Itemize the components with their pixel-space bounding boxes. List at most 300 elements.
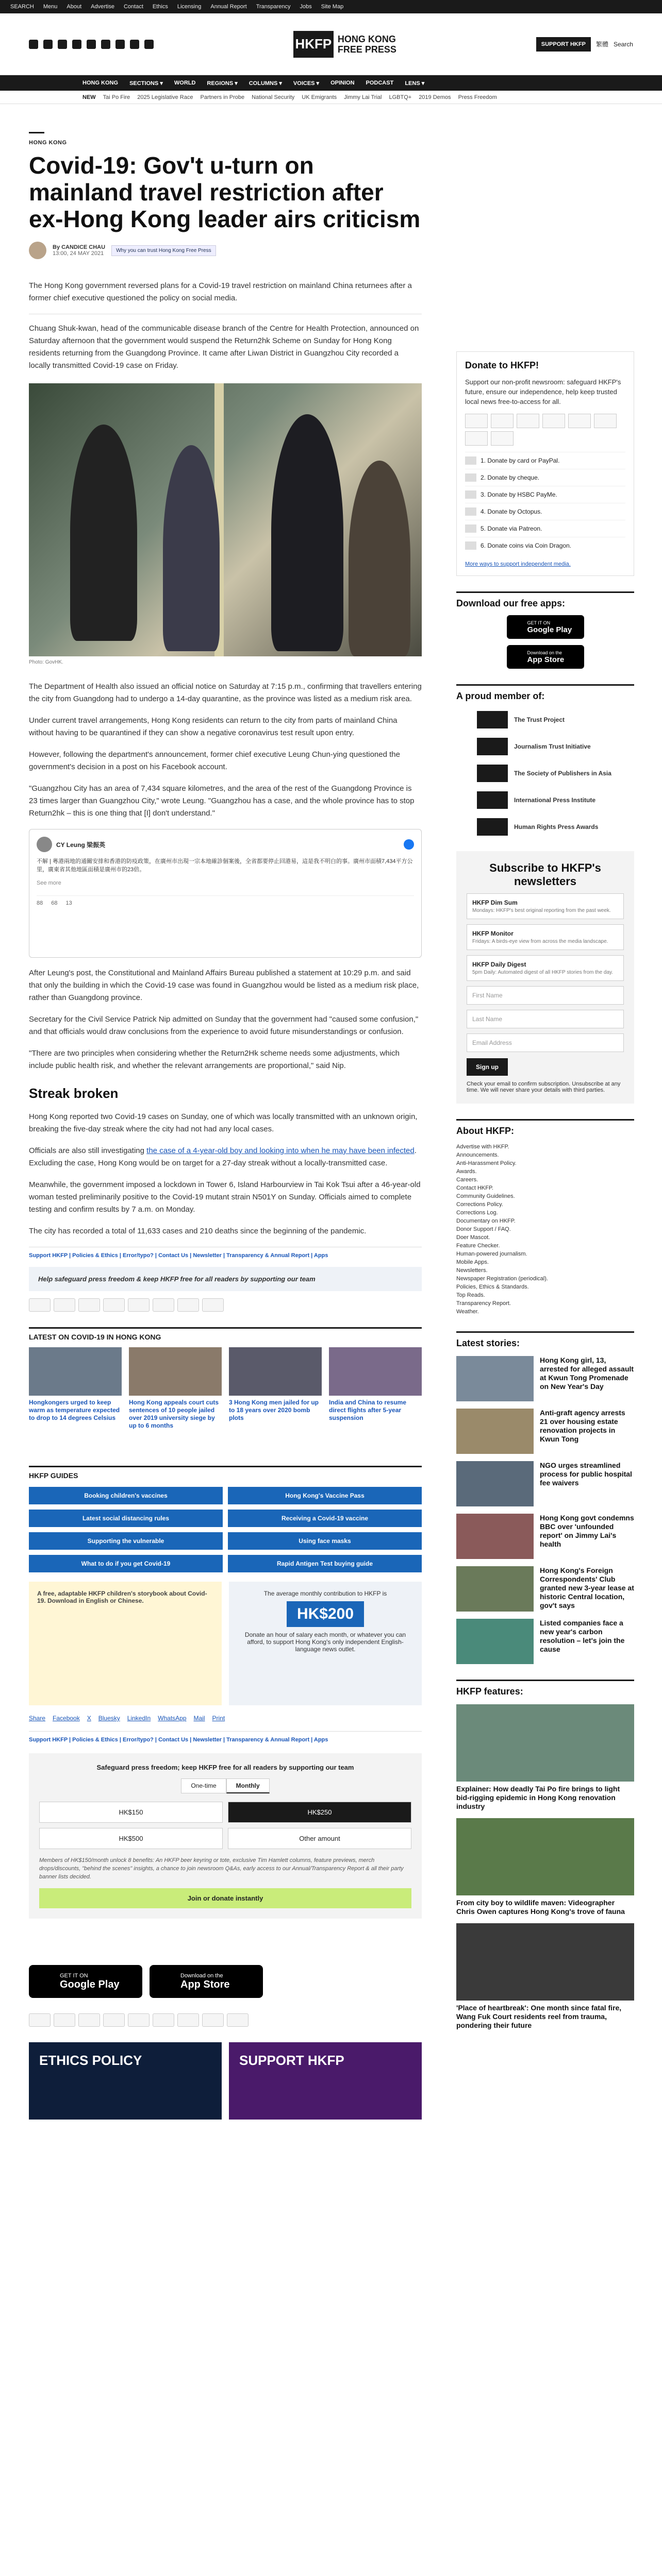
last-name-field[interactable]: Last Name — [467, 1010, 624, 1028]
card-title[interactable]: Hong Kong appeals court cuts sentences of 10 people jailed over 2019 university siege by up to 6 months — [129, 1399, 219, 1429]
youtube-icon[interactable] — [72, 40, 81, 49]
card-thumbnail — [29, 1347, 122, 1396]
share-facebook[interactable]: Facebook — [53, 1715, 80, 1722]
fb-name[interactable]: CY Leung 梁振英 — [56, 841, 106, 849]
topbar-item[interactable]: About — [67, 4, 82, 10]
logo-line: FREE PRESS — [337, 44, 396, 55]
newsletter-note: Check your email to confirm subscription. Unsubscribe at any time. We will never share your details with third parties. — [467, 1081, 621, 1093]
store-small: GET IT ON — [527, 620, 551, 625]
applepay-icon — [202, 2013, 224, 2027]
store-name: Google Play — [527, 625, 572, 634]
story-title[interactable]: Hong Kong girl, 13, arrested for alleged assault at Kwun Tong Promenade on New Year's Day — [540, 1356, 634, 1391]
payme-icon — [465, 490, 476, 499]
promo-body: Donate an hour of salary each month, or whatever you can afford, to support Hong Kong's only independent English-language news outlet. — [244, 1631, 406, 1653]
visa-icon — [54, 2013, 75, 2027]
signup-button[interactable]: Sign up — [467, 1058, 508, 1076]
story-title[interactable]: Hong Kong's Foreign Correspondents' Club granted new 3-year lease at historic Central location, gov't says — [540, 1566, 634, 1609]
about-link[interactable]: Donor Support / FAQ. — [456, 1226, 511, 1232]
member-name: International Press Institute — [514, 796, 596, 804]
member-heading: A proud member of: — [456, 684, 634, 702]
nav-item[interactable]: HONG KONG — [82, 80, 119, 86]
site-header — [0, 13, 662, 75]
x-icon[interactable] — [43, 40, 53, 49]
photo-figure — [271, 414, 343, 651]
donate-way-label: 2. Donate by cheque. — [481, 474, 540, 481]
payme-icon — [128, 1298, 150, 1312]
card-title[interactable]: Hongkongers urged to keep warm as temperature expected to drop to 14 degrees Celsius — [29, 1399, 120, 1421]
newsletter-box — [456, 851, 634, 1104]
patreon-icon — [153, 2013, 174, 2027]
latest-stories-heading: Latest stories: — [456, 1331, 634, 1349]
about-link[interactable]: Top Reads. — [456, 1292, 485, 1298]
first-name-field[interactable]: First Name — [467, 986, 624, 1005]
feature-item[interactable] — [456, 1704, 634, 1811]
subnav-item[interactable]: UK Emigrants — [302, 94, 337, 100]
share-linkedin[interactable]: LinkedIn — [127, 1715, 151, 1722]
promo-title: The average monthly contribution to HKFP is — [263, 1590, 387, 1597]
about-title: About HKFP: — [456, 1126, 514, 1136]
donate-head: Safeguard press freedom; keep HKFP free for all readers by supporting our team — [96, 1764, 354, 1771]
option-title: HKFP Dim Sum — [472, 899, 518, 906]
octopus-icon — [465, 431, 488, 446]
help-banner[interactable]: Help safeguard press freedom & keep HKFP free for all readers by supporting our team — [29, 1267, 422, 1291]
instagram-icon[interactable] — [58, 40, 67, 49]
feature-image — [456, 1818, 634, 1895]
card-title[interactable]: India and China to resume direct flights after 5-year suspension — [329, 1399, 407, 1421]
story-thumbnail — [456, 1566, 534, 1612]
about-link[interactable]: Corrections Log. — [456, 1210, 498, 1216]
story-thumbnail — [456, 1356, 534, 1401]
feature-image — [456, 1923, 634, 2001]
site-logo[interactable] — [293, 31, 396, 58]
about-box — [456, 1119, 634, 1316]
mastercard-icon — [54, 1298, 75, 1312]
article-paragraph — [29, 1145, 422, 1170]
payment-logos — [29, 2013, 422, 2027]
amex-icon — [78, 2013, 100, 2027]
article-paragraph: After Leung's post, the Constitutional and Mainland Affairs Bureau published a statement at 10:29 p.m. and said that only the building in which the Covid-19 case was found in Guangzhou would be listed as a medium risk place, rather than Guangdong province. — [29, 969, 419, 1002]
about-link[interactable]: Newspaper Registration (periodical). — [456, 1276, 548, 1282]
donate-way-label: 3. Donate by HSBC PayMe. — [481, 491, 557, 498]
feature-title[interactable]: Explainer: How deadly Tai Po fire brings to light bid-rigging epidemic in Hong Kong renovation industry — [456, 1785, 620, 1810]
jti-logo — [477, 738, 508, 755]
features-heading: HKFP features: — [456, 1680, 634, 1697]
hrpa-logo — [477, 818, 508, 836]
story-item[interactable] — [456, 1566, 634, 1612]
donate-ways — [465, 452, 625, 554]
article-paragraph: Meanwhile, the government imposed a lockdown in Tower 6, Island Harbourview in Tai Kok Tsui after a 46-year-old woman tested preliminarily positive to the Covid-19 mutant strain N501Y on Sunday. Officials aimed to complete testing and confirm results by 7 a.m. on Monday. — [29, 1180, 421, 1214]
applepay-icon — [177, 1298, 199, 1312]
donate-box — [456, 351, 634, 576]
share-mail[interactable]: Mail — [193, 1715, 205, 1722]
paypal-icon — [177, 2013, 199, 2027]
cheque-icon — [465, 473, 476, 482]
payment-logos — [465, 414, 625, 446]
subnav-item[interactable]: Jimmy Lai Trial — [344, 94, 382, 100]
sopa-logo — [477, 765, 508, 782]
photo-figure — [349, 461, 410, 656]
google-play-button[interactable] — [507, 615, 584, 639]
story-title[interactable]: Anti-graft agency arrests 21 over housing estate renovation projects in Kwun Tong — [540, 1409, 625, 1443]
card-thumbnail — [329, 1347, 422, 1396]
paypal-icon — [542, 414, 565, 428]
nav-item[interactable]: OPINION — [330, 80, 355, 86]
subnav-item[interactable]: Partners in Probe — [200, 94, 245, 100]
paypal-icon — [103, 1298, 125, 1312]
about-link[interactable]: Careers. — [456, 1177, 478, 1183]
share-x[interactable]: X — [87, 1715, 91, 1722]
share-label: Share — [29, 1715, 46, 1722]
store-small: Download on the — [527, 650, 562, 655]
email-field[interactable]: Email Address — [467, 1033, 624, 1052]
topbar-item[interactable]: Contact — [123, 4, 143, 10]
payme-icon — [128, 2013, 150, 2027]
social-icons — [29, 40, 154, 49]
paragraph-text: . Excluding the case, Hong Kong would be on target for a 27-day streak without a locally-transmitted case. — [29, 1146, 417, 1167]
option-desc: Mondays: HKFP's best original reporting from the past week. — [472, 908, 611, 913]
gpay-icon — [568, 414, 591, 428]
feature-item[interactable] — [456, 1818, 634, 1916]
topbar-item[interactable]: SEARCH — [10, 4, 34, 10]
donate-way[interactable] — [465, 452, 625, 469]
visa-icon — [29, 1298, 51, 1312]
latest-heading: LATEST ON COVID-19 IN HONG KONG — [29, 1327, 422, 1341]
footer-banners — [29, 2042, 422, 2120]
fb-text: 不解 | 粵港兩地的通關安排和香港的防疫政策，在廣州市出現一宗本地確診個案後，全省都要停止回港易，這是我不明白的事。廣州市面積7,434平方公里，廣東省其他地區面積是廣州市的23倍。 — [37, 858, 413, 873]
octopus-icon — [465, 507, 476, 516]
subnav-item[interactable]: Press Freedom — [458, 94, 497, 100]
article-photo — [29, 383, 422, 656]
logo-text — [338, 34, 396, 55]
subnav-item[interactable]: 2019 Demos — [419, 94, 451, 100]
topbar-item[interactable]: Menu — [43, 4, 58, 10]
story-card[interactable] — [229, 1347, 322, 1430]
linkedin-icon[interactable] — [101, 40, 110, 49]
facebook-icon[interactable] — [29, 40, 38, 49]
nav-item[interactable]: SECTIONS ▾ — [129, 80, 163, 87]
donate-way-label: 4. Donate by Octopus. — [481, 508, 542, 515]
article-paragraph: The Department of Health also issued an official notice on Saturday at 7:15 p.m., confirming that travellers entering the city from Guangdong had to undergo a 14-day quarantine, as the province was listed as a medium risk area. — [29, 682, 422, 703]
donate-intro: Support our non-profit newsroom: safeguard HKFP's future, ensure our independence, help keep trusted local news free-to-access for all. — [465, 378, 621, 405]
subnav-label: NEW — [82, 94, 96, 100]
story-thumbnail — [456, 1514, 534, 1559]
subnav-item[interactable]: 2025 Legislative Race — [137, 94, 193, 100]
sidebar — [456, 104, 634, 2030]
search-link[interactable]: Search — [613, 40, 633, 48]
gpay-icon — [227, 2013, 249, 2027]
nav-item[interactable]: COLUMNS ▾ — [249, 80, 282, 87]
join-button[interactable]: Join or donate instantly — [39, 1888, 411, 1908]
member-logo[interactable] — [456, 765, 634, 782]
about-link[interactable]: Advertise with HKFP. — [456, 1144, 509, 1150]
nav-item[interactable]: PODCAST — [366, 80, 394, 86]
payment-logos — [29, 1298, 422, 1312]
story-card[interactable] — [129, 1347, 222, 1430]
app-store-button[interactable] — [150, 1965, 263, 1998]
article-title: Covid-19: Gov't u-turn on mainland travel restriction after ex-Hong Kong leader airs criticism — [29, 152, 421, 232]
member-name: Human Rights Press Awards — [514, 823, 599, 831]
guides-heading: HKFP GUIDES — [29, 1466, 422, 1480]
app-store-button[interactable] — [507, 645, 584, 669]
about-link[interactable]: Weather. — [456, 1309, 479, 1315]
photo-figure — [163, 445, 220, 651]
option-desc: Fridays: A birds-eye view from across the media landscape. — [472, 939, 608, 944]
topbar-item[interactable]: Licensing — [177, 4, 202, 10]
member-name: Journalism Trust Initiative — [514, 743, 591, 750]
donation-promo[interactable] — [229, 1582, 422, 1705]
promo-row — [29, 1582, 422, 1705]
share-print[interactable]: Print — [212, 1715, 225, 1722]
option-title: HKFP Daily Digest — [472, 961, 526, 968]
visa-icon — [491, 414, 514, 428]
card-title[interactable]: 3 Hong Kong men jailed for up to 18 years over 2020 bomb plots — [229, 1399, 319, 1421]
amount-option[interactable]: HK$150 — [39, 1802, 223, 1823]
about-link[interactable]: Newsletters. — [456, 1267, 488, 1274]
topic-subnav — [0, 91, 662, 104]
guide-button[interactable]: Receiving a Covid-19 vaccine — [228, 1510, 422, 1527]
topbar-item[interactable]: Transparency — [256, 4, 291, 10]
main-nav — [0, 75, 662, 91]
support-button[interactable]: SUPPORT HKFP — [536, 37, 591, 52]
tab-one-time[interactable]: One-time — [181, 1778, 226, 1793]
member-name: The Trust Project — [514, 716, 565, 723]
guide-button[interactable]: Hong Kong's Vaccine Pass — [228, 1487, 422, 1504]
photo-figure — [70, 425, 137, 641]
threads-icon[interactable] — [115, 40, 125, 49]
topbar-item[interactable]: Ethics — [152, 4, 168, 10]
guide-button[interactable]: Booking children's vaccines — [29, 1487, 223, 1504]
telegram-icon[interactable] — [87, 40, 96, 49]
about-link[interactable]: Policies, Ethics & Standards. — [456, 1284, 529, 1290]
member-logo[interactable] — [456, 711, 634, 728]
story-title[interactable]: NGO urges streamlined process for public hospital fee waivers — [540, 1461, 632, 1487]
amount-option[interactable]: HK$500 — [39, 1828, 223, 1849]
share-whatsapp[interactable]: WhatsApp — [158, 1715, 187, 1722]
about-link[interactable]: Contact HKFP. — [456, 1185, 493, 1191]
facebook-embed[interactable] — [29, 829, 422, 958]
support-links[interactable]: Support HKFP | Policies & Ethics | Error/typo? | Contact Us | Newsletter | Transparency & Annual Report | Apps — [29, 1731, 422, 1743]
feature-image — [456, 1704, 634, 1782]
store-name: App Store — [180, 1978, 230, 1990]
story-item[interactable] — [456, 1619, 634, 1664]
coin-icon — [465, 541, 476, 550]
photo-caption: Photo: GovHK. — [29, 659, 63, 665]
store-name: App Store — [527, 655, 565, 664]
storybook-promo[interactable]: A free, adaptable HKFP children's storybook about Covid-19. Download in English or Chinese. — [29, 1582, 222, 1705]
inline-link[interactable]: the case of a 4-year-old boy and looking into when he may have been infected — [146, 1146, 415, 1155]
story-card[interactable] — [29, 1347, 122, 1430]
donate-way-label: 6. Donate coins via Coin Dragon. — [481, 542, 572, 549]
newsletter-option[interactable] — [467, 955, 624, 981]
guide-button[interactable]: Using face masks — [228, 1532, 422, 1550]
support-banner[interactable]: SUPPORT HKFP — [229, 2042, 422, 2120]
donate-way-label: 5. Donate via Patreon. — [481, 525, 542, 532]
trust-badge[interactable]: Why you can trust Hong Kong Free Press — [111, 245, 216, 256]
card-thumbnail — [129, 1347, 222, 1396]
nav-item[interactable]: VOICES ▾ — [293, 80, 320, 87]
article-paragraph: However, following the department's announcement, former chief executive Leung Chun-ying questioned the government's decision in a post on his Facebook account. — [29, 750, 400, 771]
story-item[interactable] — [456, 1356, 634, 1401]
article-paragraph: The Hong Kong government reversed plans for a Covid-19 travel restriction on mainland China returnees after a former chief executive questioned the policy on social media. — [29, 281, 412, 302]
member-name: The Society of Publishers in Asia — [514, 770, 611, 777]
member-logo[interactable] — [456, 791, 634, 809]
fb-comments: 68 — [51, 900, 58, 906]
guide-button[interactable]: What to do if you get Covid-19 — [29, 1555, 223, 1572]
store-name: Google Play — [60, 1978, 120, 1990]
amex-icon — [78, 1298, 100, 1312]
about-list — [456, 1143, 634, 1316]
donate-widget — [29, 1753, 422, 1919]
donate-way[interactable] — [465, 520, 625, 537]
gpay-icon — [202, 1298, 224, 1312]
mastodon-icon[interactable] — [144, 40, 154, 49]
about-link[interactable]: Doer Mascot. — [456, 1234, 490, 1241]
donate-way[interactable] — [465, 486, 625, 503]
more-ways-link[interactable]: More ways to support independent media. — [465, 561, 571, 567]
payme-icon — [491, 431, 514, 446]
donate-way[interactable] — [465, 503, 625, 520]
story-thumbnail — [456, 1409, 534, 1454]
about-link[interactable]: Announcements. — [456, 1152, 499, 1158]
donate-title: Donate to HKFP! — [465, 360, 539, 370]
article-paragraph: "There are two principles when considering whether the Return2Hk scheme needs some adjustments, which include public health risk, and whether the relevant arrangements are proportional," said Nip. — [29, 1049, 400, 1070]
patreon-icon — [465, 524, 476, 533]
guides-grid — [29, 1487, 422, 1572]
language-link[interactable]: 繁體 — [595, 41, 608, 48]
app-badges — [29, 1965, 422, 1998]
topbar-item[interactable]: Jobs — [300, 4, 312, 10]
octopus-icon — [103, 2013, 125, 2027]
facebook-icon — [404, 839, 414, 850]
article-paragraph: The city has recorded a total of 11,633 cases and 210 deaths since the beginning of the pandemic. — [29, 1227, 367, 1235]
subnav-item[interactable]: LGBTQ+ — [389, 94, 412, 100]
newsletter-option[interactable] — [467, 924, 624, 950]
store-small: GET IT ON — [60, 1972, 88, 1979]
card-thumbnail — [229, 1347, 322, 1396]
share-bluesky[interactable]: Bluesky — [98, 1715, 120, 1722]
article-paragraph: Hong Kong reported two Covid-19 cases on Sunday, one of which was locally transmitted with an unknown origin, breaking the five-day streak where the city had not had any local cases. — [29, 1112, 418, 1133]
about-link[interactable]: Mobile Apps. — [456, 1259, 489, 1265]
support-links[interactable]: Support HKFP | Policies & Ethics | Error/typo? | Contact Us | Newsletter | Transparency & Annual Report | Apps — [29, 1247, 422, 1259]
mastercard-icon — [465, 414, 488, 428]
paragraph-text: Officials are also still investigating — [29, 1146, 147, 1155]
ipi-logo — [477, 791, 508, 809]
story-title[interactable]: Hong Kong govt condemns BBC over 'unfounded report' on Jimmy Lai's health — [540, 1514, 634, 1548]
donate-tabs — [39, 1778, 411, 1793]
google-play-button[interactable] — [29, 1965, 142, 1998]
option-title: HKFP Monitor — [472, 930, 514, 937]
member-logo[interactable] — [456, 738, 634, 755]
article-paragraph: "Guangzhou City has an area of 7,434 square kilometres, and the area of the rest of the Guangdong Province is 23 times larger than Guangzhou City," wrote Leung. "Guangzhou has a case, and the whole province has to stop Return2hk – this is one thing that [I] don't understand." — [29, 784, 415, 818]
about-link[interactable]: Transparency Report. — [456, 1300, 511, 1307]
about-link[interactable]: Documentary on HKFP. — [456, 1218, 516, 1224]
author-name[interactable]: By CANDICE CHAU — [53, 244, 106, 250]
share-links — [29, 1715, 422, 1722]
trust-project-logo — [477, 711, 508, 728]
donate-way[interactable] — [465, 469, 625, 486]
donate-way[interactable] — [465, 537, 625, 554]
story-item[interactable] — [456, 1409, 634, 1454]
ethics-banner[interactable]: ETHICS POLICY — [29, 2042, 222, 2120]
logo-mark: HKFP — [293, 31, 334, 58]
donate-note: Members of HK$150/month unlock 8 benefits: An HKFP beer keyring or tote, exclusive Tim Hamlett columns, feature previews, merch drops/discounts, "behind the scenes" insights, a chance to join newsroom Q&As, early access to our Annual/Transparency Report & all their party banner lists decided. — [39, 1857, 404, 1880]
feature-title[interactable]: 'Place of heartbreak': One month since fatal fire, Wang Fuk Court residents reel from trauma, pondering their future — [456, 2004, 622, 2029]
article-kicker[interactable]: HONG KONG — [29, 132, 422, 146]
fb-stats — [37, 895, 414, 906]
byline — [29, 242, 422, 259]
story-item[interactable] — [456, 1461, 634, 1506]
subnav-item[interactable]: National Security — [252, 94, 295, 100]
amount-options — [39, 1802, 411, 1849]
about-link[interactable]: Community Guidelines. — [456, 1193, 515, 1199]
story-thumbnail — [456, 1619, 534, 1664]
nav-item[interactable]: REGIONS ▾ — [207, 80, 238, 87]
amount-option[interactable]: Other amount — [228, 1828, 411, 1849]
store-small: Download on the — [180, 1972, 223, 1979]
top-utility-bar — [0, 0, 662, 13]
amount-option[interactable]: HK$250 — [228, 1802, 411, 1823]
topbar-item[interactable]: Site Map — [321, 4, 344, 10]
publish-date: 13:00, 24 MAY 2021 — [53, 250, 104, 257]
nav-item[interactable]: LENS ▾ — [405, 80, 425, 87]
story-item[interactable] — [456, 1514, 634, 1559]
tab-monthly[interactable]: Monthly — [226, 1778, 270, 1793]
about-link[interactable]: Anti-Harassment Policy. — [456, 1160, 517, 1166]
story-title[interactable]: Listed companies face a new year's carbon resolution – let's join the cause — [540, 1619, 625, 1653]
story-thumbnail — [456, 1461, 534, 1506]
story-card[interactable] — [329, 1347, 422, 1430]
guide-button[interactable]: Supporting the vulnerable — [29, 1532, 223, 1550]
article-column — [29, 104, 422, 2120]
bluesky-icon[interactable] — [130, 40, 139, 49]
latest-cards — [29, 1347, 422, 1430]
about-link[interactable]: Feature Checker. — [456, 1243, 500, 1249]
about-link[interactable]: Awards. — [456, 1168, 477, 1175]
feature-title[interactable]: From city boy to wildlife maven: Videographer Chris Owen captures Hong Kong's trove of fauna — [456, 1899, 625, 1916]
topbar-item[interactable]: Advertise — [91, 4, 114, 10]
octopus-icon — [153, 1298, 174, 1312]
card-icon — [465, 456, 476, 465]
applepay-icon — [594, 414, 617, 428]
guide-button[interactable]: Latest social distancing rules — [29, 1510, 223, 1527]
guide-button[interactable]: Rapid Antigen Test buying guide — [228, 1555, 422, 1572]
about-link[interactable]: Corrections Policy. — [456, 1201, 503, 1208]
logo-line: HONG KONG — [337, 33, 396, 44]
fb-see-more[interactable]: See more — [37, 880, 61, 886]
fb-likes: 88 — [37, 900, 43, 906]
topbar-item[interactable]: Annual Report — [210, 4, 247, 10]
newsletter-title: Subscribe to HKFP's newsletters — [489, 861, 601, 888]
article-paragraph: Chuang Shuk-kwan, head of the communicable disease branch of the Centre for Health Protection, announced on Saturday afternoon that the government would suspend the Return2hk Scheme on Sunday for Hong Kong residents returning from the Guangdong Province. It came after Liwan District in Guangzhou City recorded a locally transmitted Covid-19 case on Friday. — [29, 314, 422, 372]
section-heading: Streak broken — [29, 1086, 119, 1101]
newsletter-option[interactable] — [467, 893, 624, 919]
fb-avatar — [37, 837, 52, 852]
option-desc: 5pm Daily: Automated digest of all HKFP stories from the day. — [472, 970, 614, 975]
fb-shares: 13 — [65, 900, 72, 906]
author-avatar — [29, 242, 46, 259]
apps-heading: Download our free apps: — [456, 591, 634, 609]
subnav-item[interactable]: Tai Po Fire — [103, 94, 130, 100]
member-logo[interactable] — [456, 818, 634, 836]
promo-amount: HK$200 — [287, 1601, 364, 1627]
fb-header — [37, 837, 414, 852]
about-link[interactable]: Human-powered journalism. — [456, 1251, 527, 1257]
donate-way-label: 1. Donate by card or PayPal. — [481, 457, 560, 464]
nav-item[interactable]: WORLD — [174, 80, 196, 86]
mastercard-icon — [29, 2013, 51, 2027]
article-paragraph: Secretary for the Civil Service Patrick Nip admitted on Sunday that the government had "caused some confusion," and that officials would draw conclusions from the experience to avoid future misunderstandings or confusion. — [29, 1015, 419, 1036]
feature-item[interactable] — [456, 1923, 634, 2030]
